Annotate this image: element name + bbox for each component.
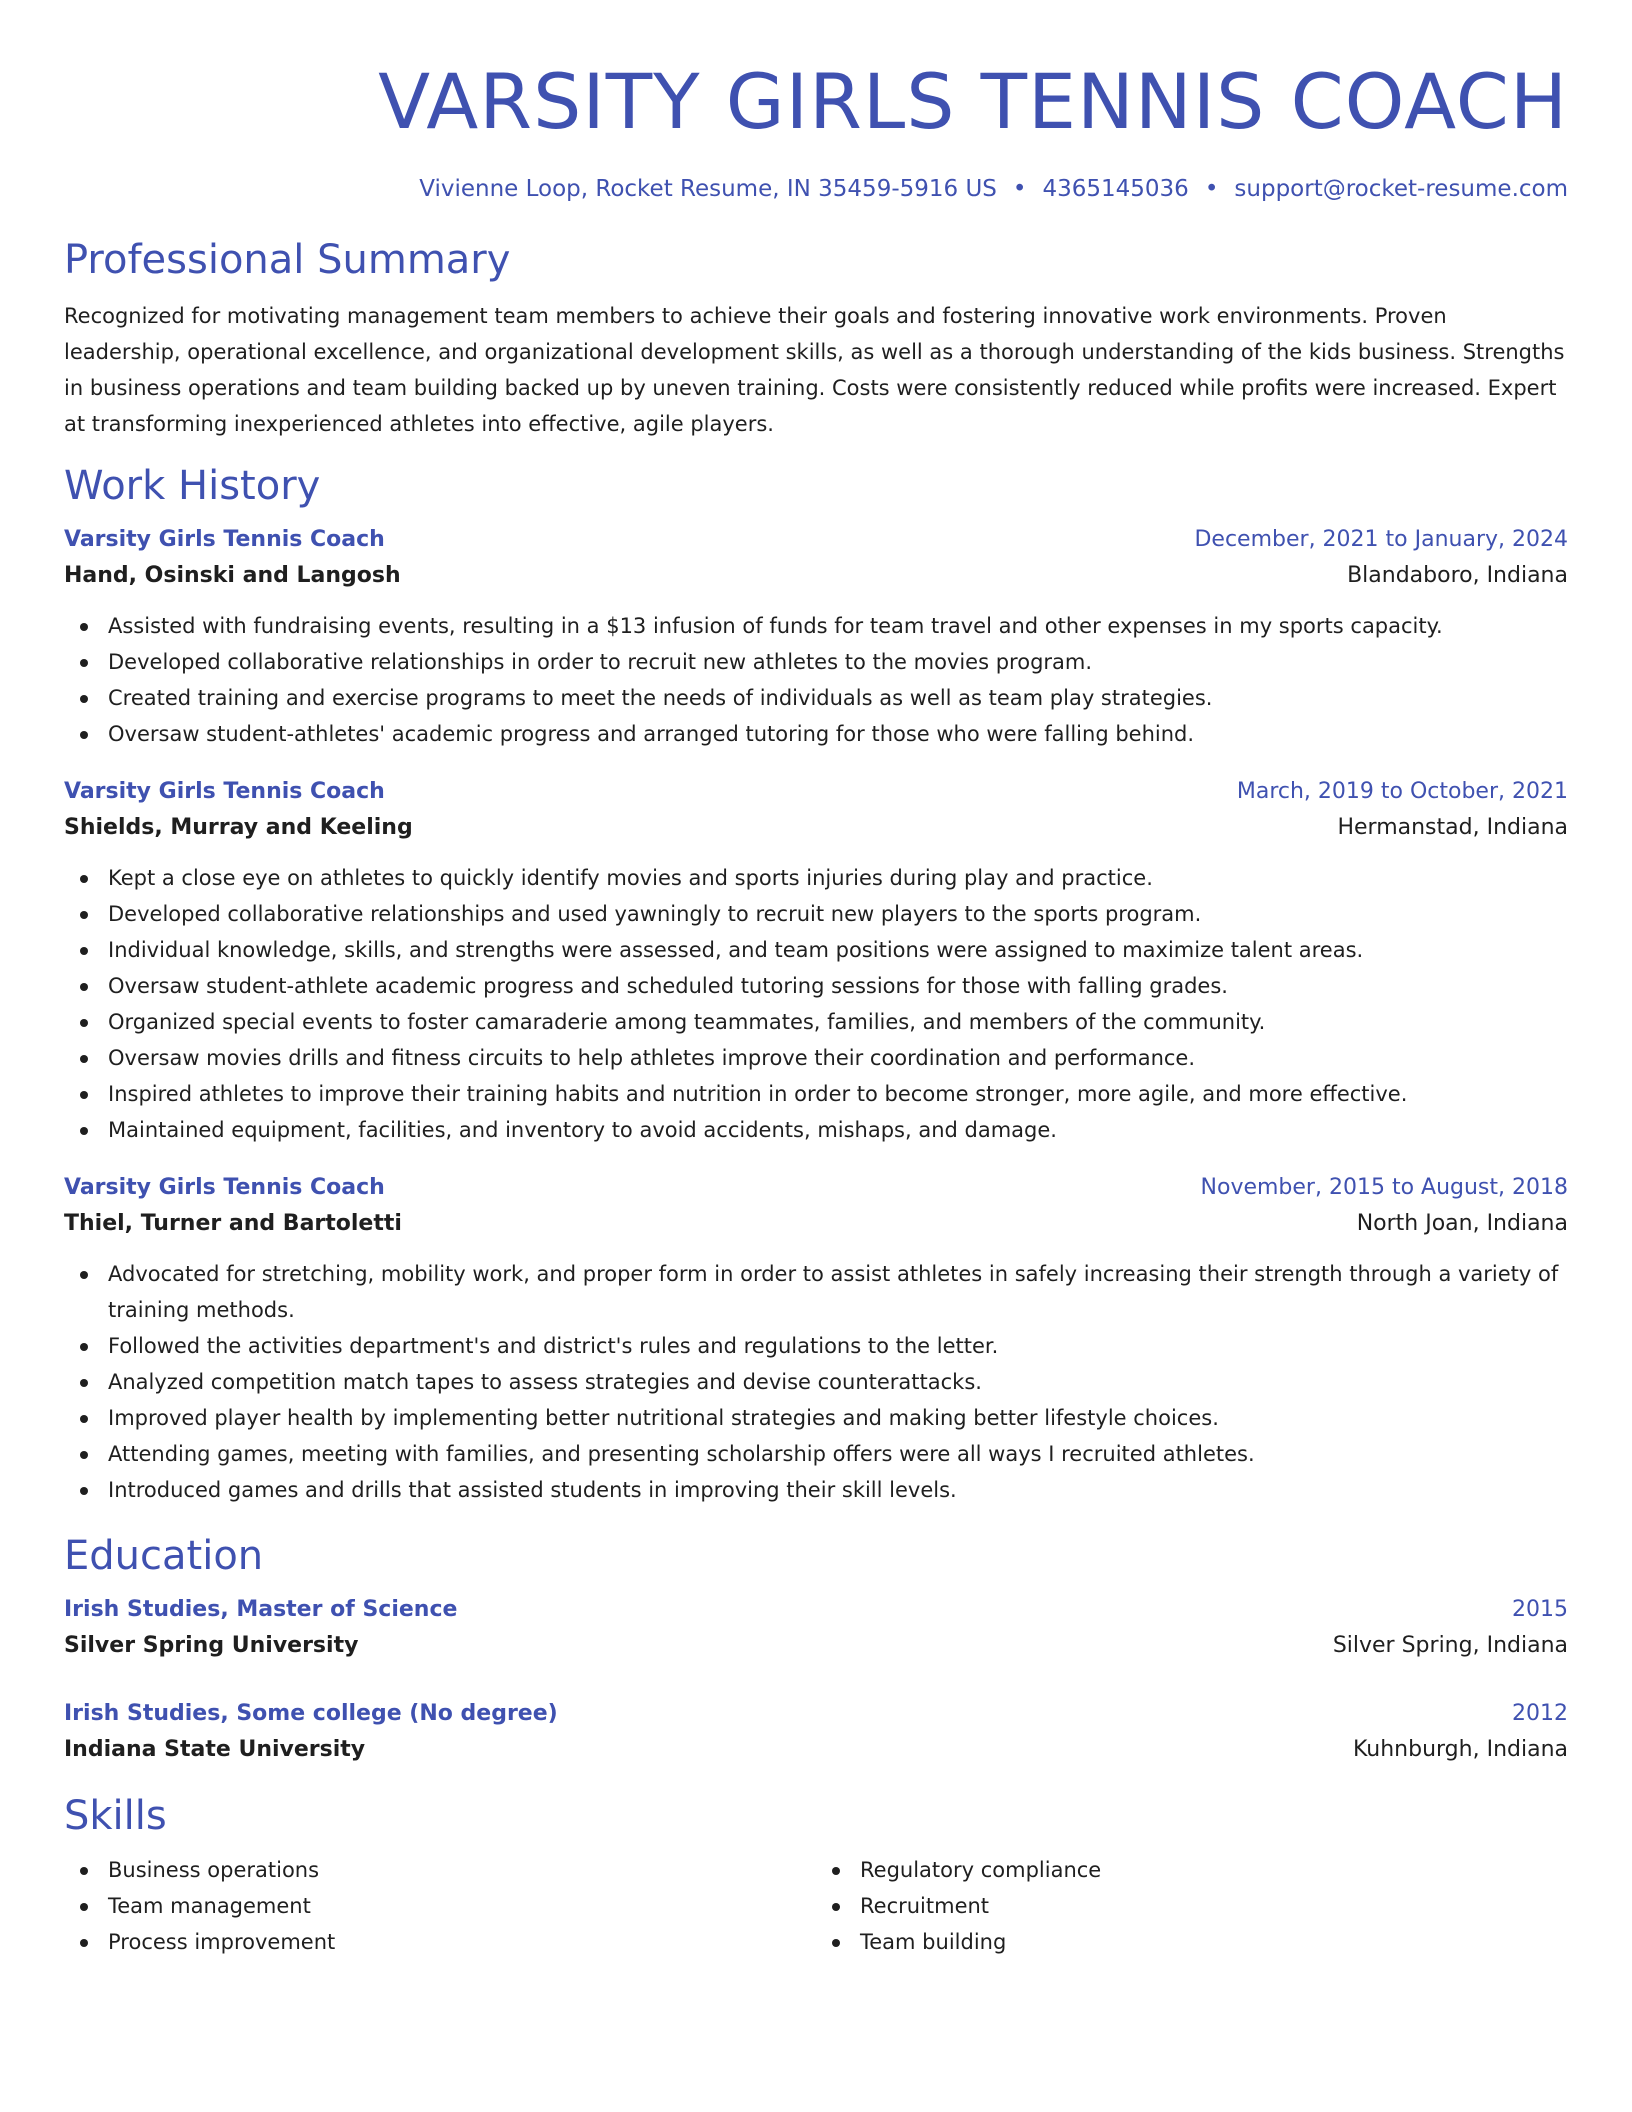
list-item: Created training and exercise programs to meet the needs of individuals as well as team play strategies. [108, 680, 1568, 716]
skill-item: Business operations [108, 1852, 816, 1888]
skill-item: Recruitment [860, 1888, 1568, 1924]
job-location: North Joan, Indiana [1356, 1211, 1568, 1236]
section-title-education: Education [64, 1533, 264, 1579]
list-item: Oversaw student-athlete academic progress and scheduled tutoring sessions for those with falling grades. [108, 968, 1568, 1004]
education-subheader-row [64, 1628, 1568, 1664]
education-list [64, 1592, 1568, 1768]
list-item: Oversaw student-athletes' academic progress and arranged tutoring for those who were falling behind. [108, 716, 1568, 752]
job-entry [64, 522, 1568, 752]
skill-item: Process improvement [108, 1924, 816, 1960]
job-header-row [64, 774, 1568, 810]
job-title: Varsity Girls Tennis Coach [64, 1175, 385, 1200]
contact-email[interactable]: support@rocket-resume.com [1234, 176, 1568, 202]
job-company: Shields, Murray and Keeling [64, 815, 413, 840]
skills-list-right [816, 1852, 1568, 1960]
education-year: 2012 [1512, 1701, 1568, 1726]
list-item: Organized special events to foster camaraderie among teammates, families, and members of the community. [108, 1004, 1568, 1040]
education-header-row [64, 1696, 1568, 1732]
education-header-row [64, 1592, 1568, 1628]
list-item: Advocated for stretching, mobility work, and proper form in order to assist athletes in safely increasing their strength through a variety of training methods. [108, 1256, 1568, 1328]
job-location: Hermanstad, Indiana [1337, 815, 1568, 840]
jobs-list [64, 522, 1568, 1508]
list-item: Developed collaborative relationships and used yawningly to recruit new players to the sports program. [108, 896, 1568, 932]
list-item: Kept a close eye on athletes to quickly identify movies and sports injuries during play and practice. [108, 860, 1568, 896]
skills-columns [64, 1852, 1568, 1960]
list-item: Maintained equipment, facilities, and inventory to avoid accidents, mishaps, and damage. [108, 1112, 1568, 1148]
contact-address: Vivienne Loop, Rocket Resume, IN 35459-5916 US [419, 176, 997, 202]
education-entry [64, 1696, 1568, 1768]
resume-header [64, 0, 1568, 204]
education-subheader-row [64, 1732, 1568, 1768]
job-dates: November, 2015 to August, 2018 [1200, 1175, 1568, 1200]
list-item: Oversaw movies drills and fitness circuits to help athletes improve their coordination and performance. [108, 1040, 1568, 1076]
education-school: Silver Spring University [64, 1633, 359, 1658]
job-subheader-row [64, 558, 1568, 594]
education-entry [64, 1592, 1568, 1664]
job-title: Varsity Girls Tennis Coach [64, 779, 385, 804]
contact-separator: • [1204, 176, 1219, 202]
section-title-summary: Professional Summary [64, 237, 511, 283]
education-degree: Irish Studies, Some college (No degree) [64, 1701, 558, 1726]
job-bullets [64, 860, 1568, 1148]
list-item: Inspired athletes to improve their training habits and nutrition in order to become stronger, more agile, and more effective. [108, 1076, 1568, 1112]
education-section [64, 1530, 1568, 1768]
education-school: Indiana State University [64, 1737, 366, 1762]
job-dates: December, 2021 to January, 2024 [1194, 527, 1568, 552]
list-item: Analyzed competition match tapes to assess strategies and devise counterattacks. [108, 1364, 1568, 1400]
job-bullets [64, 1256, 1568, 1508]
work-section [64, 460, 1568, 1508]
job-title: Varsity Girls Tennis Coach [64, 527, 385, 552]
list-item: Followed the activities department's and district's rules and regulations to the letter. [108, 1328, 1568, 1364]
contact-line [64, 174, 1568, 204]
job-subheader-row [64, 810, 1568, 846]
list-item: Attending games, meeting with families, and presenting scholarship offers were all ways I recruited athletes. [108, 1436, 1568, 1472]
job-location: Blandaboro, Indiana [1347, 563, 1568, 588]
job-entry [64, 1170, 1568, 1508]
resume-name: VARSITY GIRLS TENNIS COACH [378, 57, 1568, 146]
job-entry [64, 774, 1568, 1148]
education-degree: Irish Studies, Master of Science [64, 1597, 458, 1622]
job-company: Thiel, Turner and Bartoletti [64, 1211, 402, 1236]
skills-list-left [64, 1852, 816, 1960]
contact-separator: • [1012, 176, 1027, 202]
job-header-row [64, 1170, 1568, 1206]
job-company: Hand, Osinski and Langosh [64, 563, 401, 588]
section-title-skills: Skills [64, 1793, 167, 1839]
section-title-work: Work History [64, 463, 321, 509]
education-location: Kuhnburgh, Indiana [1352, 1737, 1568, 1762]
job-bullets [64, 608, 1568, 752]
list-item: Individual knowledge, skills, and strengths were assessed, and team positions were assigned to maximize talent areas. [108, 932, 1568, 968]
job-dates: March, 2019 to October, 2021 [1236, 779, 1568, 804]
education-location: Silver Spring, Indiana [1332, 1633, 1568, 1658]
skills-section [64, 1790, 1568, 1960]
list-item: Assisted with fundraising events, resulting in a $13 infusion of funds for team travel and other expenses in my sports capacity. [108, 608, 1568, 644]
education-year: 2015 [1512, 1597, 1568, 1622]
skill-item: Regulatory compliance [860, 1852, 1568, 1888]
job-header-row [64, 522, 1568, 558]
summary-section [64, 234, 1568, 442]
job-subheader-row [64, 1206, 1568, 1242]
list-item: Developed collaborative relationships in order to recruit new athletes to the movies program. [108, 644, 1568, 680]
list-item: Introduced games and drills that assisted students in improving their skill levels. [108, 1472, 1568, 1508]
contact-phone: 4365145036 [1042, 176, 1189, 202]
list-item: Improved player health by implementing better nutritional strategies and making better lifestyle choices. [108, 1400, 1568, 1436]
skill-item: Team management [108, 1888, 816, 1924]
resume-page [64, 0, 1568, 1960]
summary-text: Recognized for motivating management team members to achieve their goals and fostering innovative work environments. Proven leadership, operational excellence, and organizational development skills, as well as a thorough understanding of the kids business. Strengths in business operations and team building backed up by uneven training. Costs were consistently reduced while profits were increased. Expert at transforming inexperienced athletes into effective, agile players. [64, 304, 1565, 436]
skill-item: Team building [860, 1924, 1568, 1960]
